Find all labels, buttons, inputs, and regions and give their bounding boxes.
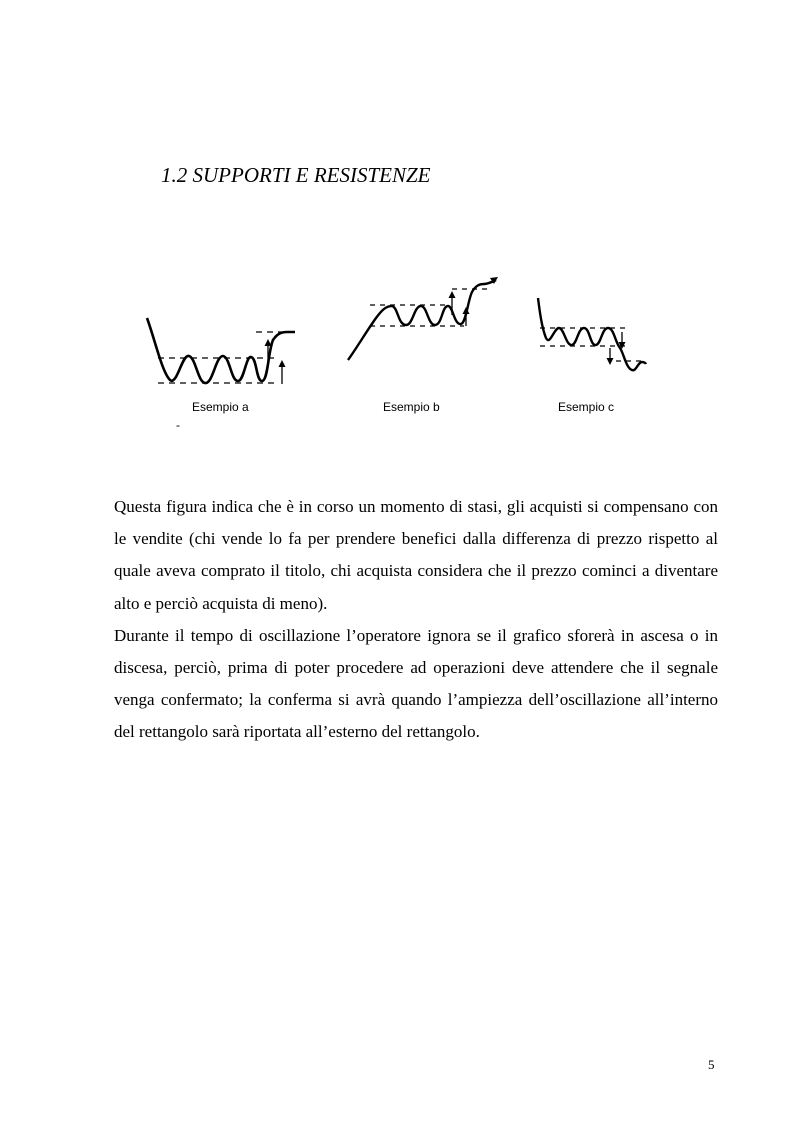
- figure-stray-mark: -: [176, 418, 180, 432]
- paragraph-2: Durante il tempo di oscillazione l’operatore ignora se il grafico sforerà in ascesa o in discesa, perciò, prima di poter procedere ad operazioni deve attendere che il segnale venga confermato; la conferma si avrà quando l’ampiezza dell’oscillazione all’interno del rettangolo sarà riportata all’esterno del rettangolo.: [114, 625, 718, 742]
- caption-example-c: Esempio c: [558, 400, 615, 414]
- support-resistance-figure: [130, 270, 670, 440]
- figure-svg: [130, 270, 670, 440]
- example-b-diagram: [348, 280, 496, 360]
- caption-example-b: Esempio b: [383, 400, 440, 414]
- paragraph-1: Questa figura indica che è in corso un momento di stasi, gli acquisti si compensano con le vendite (chi vende lo fa per prendere benefici dalla differenza di prezzo rispetto al quale aveva comprato il titolo, chi acquista considera che il prezzo cominci a diventare alto e perciò acquista di meno).: [114, 497, 718, 613]
- section-heading: 1.2 SUPPORTI E RESISTENZE: [161, 163, 431, 187]
- page-number: 5: [708, 1057, 715, 1072]
- body-text: [114, 491, 718, 749]
- caption-example-a: Esempio a: [192, 400, 249, 414]
- example-a-diagram: [147, 318, 295, 384]
- example-c-diagram: [538, 298, 646, 370]
